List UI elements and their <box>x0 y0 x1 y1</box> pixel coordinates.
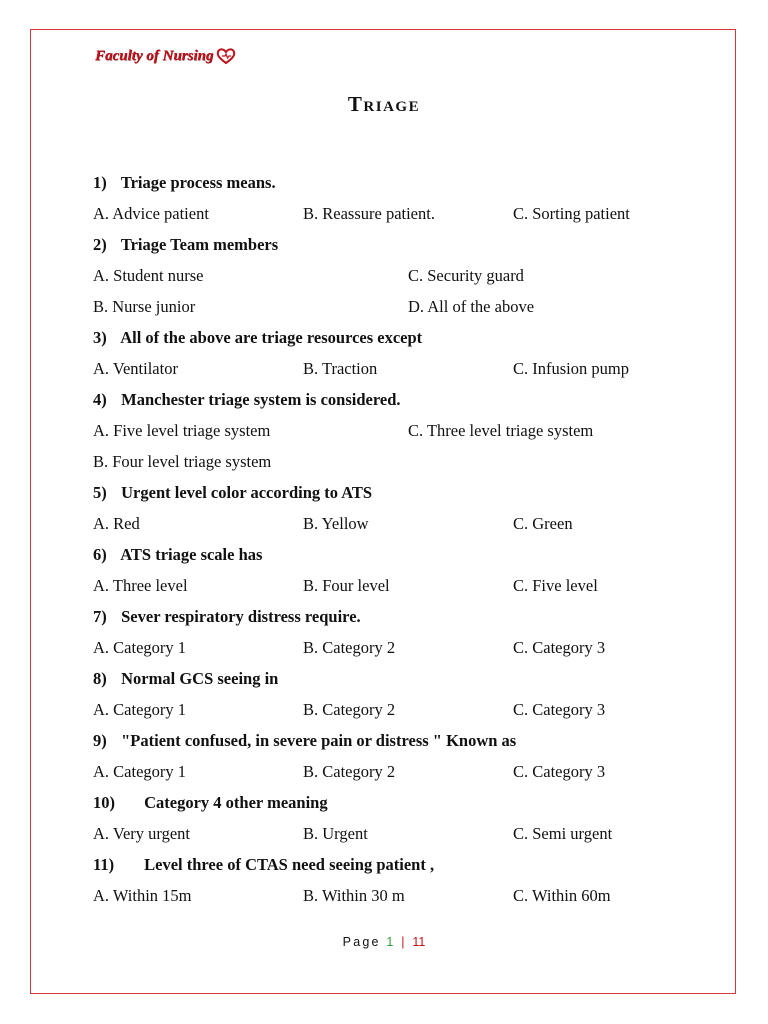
option: C. Five level <box>513 576 598 595</box>
option: A. Category 1 <box>93 762 187 781</box>
question-6: 6) ATS triage scale has <box>93 545 263 564</box>
option: C. Semi urgent <box>513 824 613 843</box>
option: B. Four level <box>303 576 390 595</box>
option: C. Within 60m <box>513 886 611 905</box>
option: C. Category 3 <box>513 700 606 719</box>
option: B. Category 2 <box>303 700 396 719</box>
option: A. Five level triage system <box>93 421 271 440</box>
option: C. Green <box>513 514 573 533</box>
option: B. Traction <box>303 359 378 378</box>
options-3 <box>93 357 693 388</box>
options-4 <box>93 419 693 450</box>
heart-icon <box>216 47 236 65</box>
option: A. Student nurse <box>93 266 204 285</box>
page-footer <box>0 935 768 949</box>
option: C. Infusion pump <box>513 359 629 378</box>
option: A. Three level <box>93 576 188 595</box>
option: A. Within 15m <box>93 886 192 905</box>
question-10: 10) Category 4 other meaning <box>93 793 328 812</box>
options-5 <box>93 512 693 543</box>
options-2 <box>93 264 693 295</box>
options-11 <box>93 884 693 915</box>
question-7: 7) Sever respiratory distress require. <box>93 607 361 626</box>
option: C. Three level triage system <box>408 421 594 440</box>
page-separator: | <box>401 935 407 949</box>
options-4b <box>93 450 693 481</box>
option: B. Reassure patient. <box>303 204 435 223</box>
options-6 <box>93 574 693 605</box>
options-7 <box>93 636 693 667</box>
option: A. Red <box>93 514 140 533</box>
option: B. Category 2 <box>303 638 396 657</box>
question-9: 9) "Patient confused, in severe pain or distress " Known as <box>93 731 517 750</box>
question-3: 3) All of the above are triage resources except <box>93 328 423 347</box>
option: B. Urgent <box>303 824 368 843</box>
question-list <box>93 171 693 915</box>
page-label: Page <box>342 935 381 949</box>
option: A. Advice patient <box>93 204 209 223</box>
option: A. Category 1 <box>93 638 187 657</box>
option: B. Category 2 <box>303 762 396 781</box>
option: C. Security guard <box>408 266 524 285</box>
options-2b <box>93 295 693 326</box>
page-title: Triage <box>347 92 421 116</box>
options-1 <box>93 202 693 233</box>
option: B. Nurse junior <box>93 297 196 316</box>
faculty-header <box>95 47 236 65</box>
question-8: 8) Normal GCS seeing in <box>93 669 279 688</box>
option: D. All of the above <box>408 297 535 316</box>
options-8 <box>93 698 693 729</box>
current-page-number: 1 <box>386 935 396 949</box>
question-4: 4) Manchester triage system is considered. <box>93 390 401 409</box>
option: A. Ventilator <box>93 359 178 378</box>
option: C. Category 3 <box>513 762 606 781</box>
question-2: 2) Triage Team members <box>93 235 279 254</box>
faculty-name: Faculty of Nursing <box>95 47 214 64</box>
question-11: 11) Level three of CTAS need seeing patient , <box>93 855 435 874</box>
options-9 <box>93 760 693 791</box>
option: A. Very urgent <box>93 824 191 843</box>
options-10 <box>93 822 693 853</box>
total-pages: 11 <box>412 935 426 949</box>
option: A. Category 1 <box>93 700 187 719</box>
option: B. Yellow <box>303 514 369 533</box>
question-1: 1) Triage process means. <box>93 173 276 192</box>
option: C. Sorting patient <box>513 204 630 223</box>
option: B. Within 30 m <box>303 886 405 905</box>
option: B. Four level triage system <box>93 452 272 471</box>
option: C. Category 3 <box>513 638 606 657</box>
question-5: 5) Urgent level color according to ATS <box>93 483 373 502</box>
